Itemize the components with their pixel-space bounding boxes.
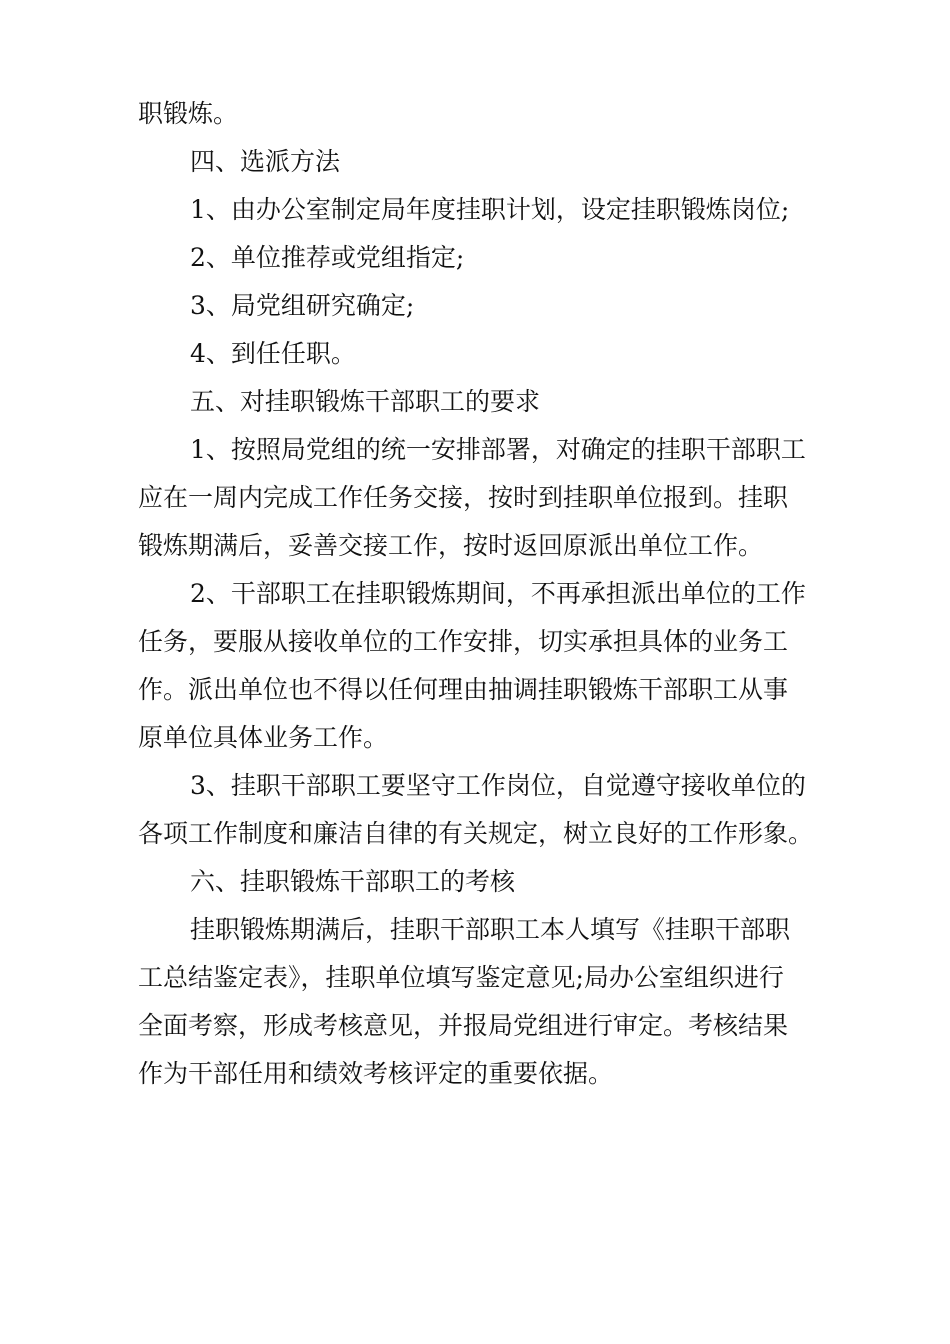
list-item: 3、局党组研究确定; <box>190 291 415 320</box>
paragraph-line: 作为干部任用和绩效考核评定的重要依据。 <box>138 1059 614 1088</box>
paragraph-line: 应在一周内完成工作任务交接，按时到挂职单位报到。挂职 <box>138 483 789 512</box>
paragraph-line: 原单位具体业务工作。 <box>138 723 389 752</box>
paragraph-line: 各项工作制度和廉洁自律的有关规定，树立良好的工作形象。 <box>138 819 814 848</box>
list-item: 1、由办公室制定局年度挂职计划，设定挂职锻炼岗位; <box>190 195 790 224</box>
section-heading-assessment: 六、挂职锻炼干部职工的考核 <box>190 867 516 896</box>
paragraph-line: 1、按照局党组的统一安排部署，对确定的挂职干部职工 <box>190 435 806 464</box>
paragraph-line: 工总结鉴定表》，挂职单位填写鉴定意见;局办公室组织进行 <box>138 963 784 992</box>
list-item: 4、到任任职。 <box>190 339 356 368</box>
paragraph-line: 锻炼期满后，妥善交接工作，按时返回原派出单位工作。 <box>138 531 764 560</box>
paragraph-line: 3、挂职干部职工要坚守工作岗位，自觉遵守接收单位的 <box>190 771 806 800</box>
section-heading-selection-method: 四、选派方法 <box>190 147 341 176</box>
paragraph-line: 任务，要服从接收单位的工作安排，切实承担具体的业务工 <box>138 627 789 656</box>
list-item: 2、单位推荐或党组指定; <box>190 243 465 272</box>
paragraph-line: 全面考察，形成考核意见，并报局党组进行审定。考核结果 <box>138 1011 789 1040</box>
section-heading-requirements: 五、对挂职锻炼干部职工的要求 <box>190 387 541 416</box>
paragraph-line: 挂职锻炼期满后，挂职干部职工本人填写《挂职干部职 <box>190 915 791 944</box>
document-body <box>138 90 828 1098</box>
paragraph-line: 2、干部职工在挂职锻炼期间，不再承担派出单位的工作 <box>190 579 806 608</box>
paragraph-continuation-line: 职锻炼。 <box>138 99 239 128</box>
paragraph-line: 作。派出单位也不得以任何理由抽调挂职锻炼干部职工从事 <box>138 675 789 704</box>
